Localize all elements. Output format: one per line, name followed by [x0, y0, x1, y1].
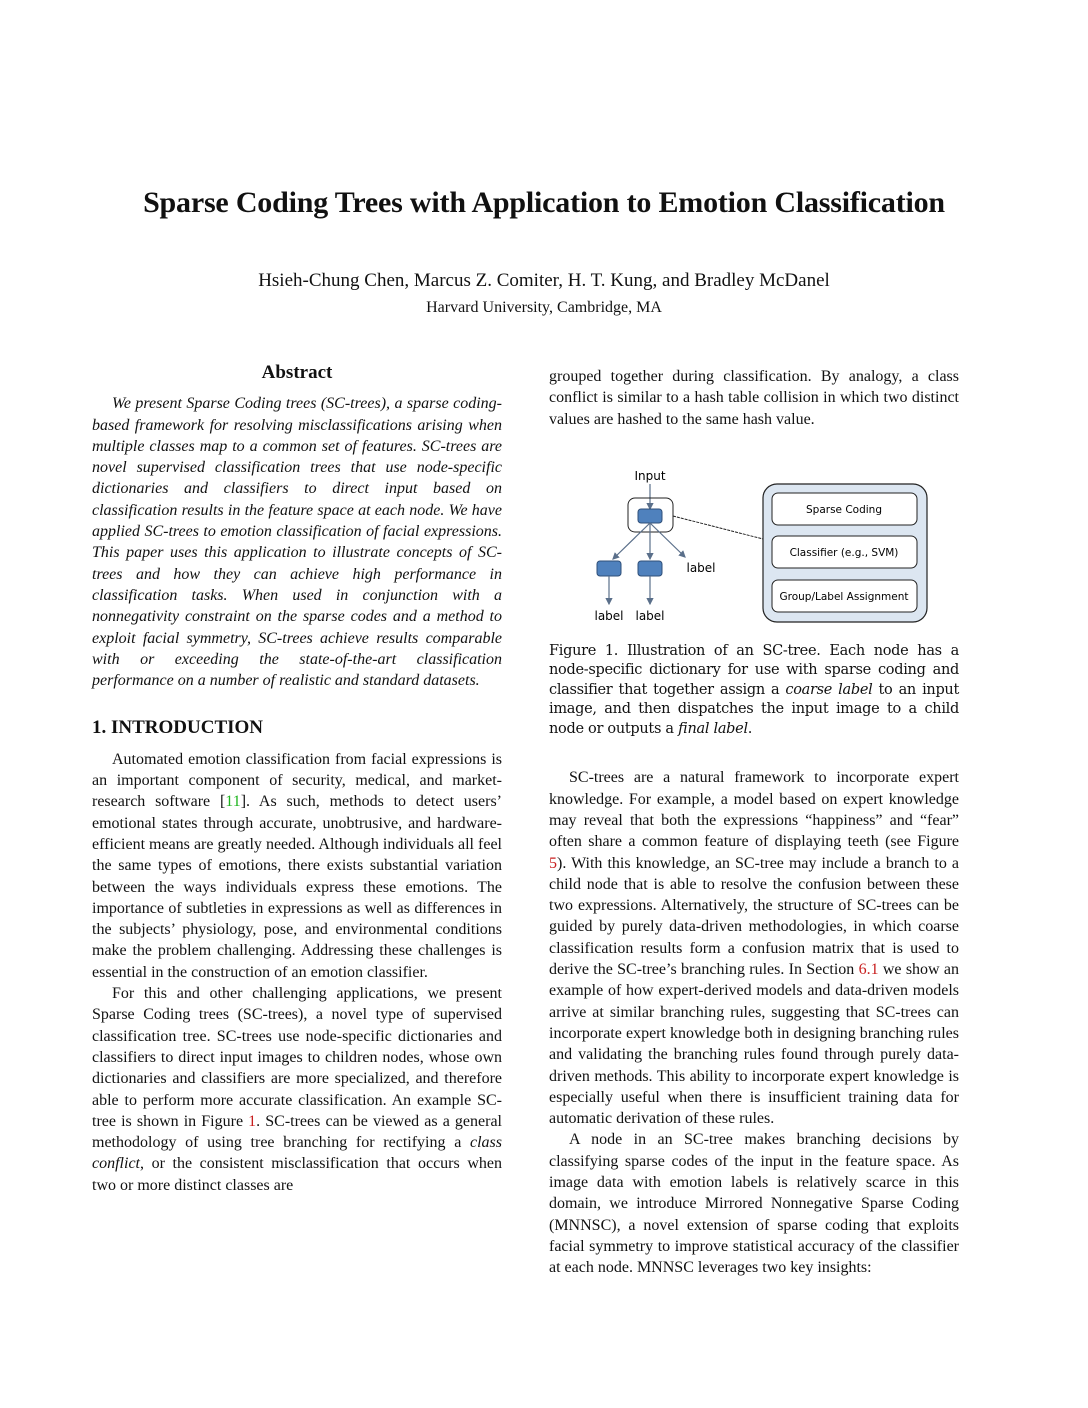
text: For this and other challenging applications, we present Sparse Coding trees (SC-trees), a novel type of supervised classification tree. SC-trees use node-specific dictionaries and classifiers to direct input images to children nodes, whose own dictionaries and classifiers are more specialized, and therefore able to perform more accurate classification. An example SC-tree is shown in Figure — [92, 985, 502, 1130]
sc-tree-diagram — [549, 456, 969, 626]
abstract-body: We present Sparse Coding trees (SC-trees), a sparse coding-based framework for resolving misclassifications arising when multiple classes map to a common set of features. SC-trees are novel supervised classification trees that use node-specific dictionaries and classifiers to direct input based on classification results in the feature space at each node. We have applied SC-trees to emotion classification of facial expressions. This paper uses this application to illustrate concepts of SC-trees and how they can achieve high performance in classification tasks. When used in conjunction with a nonnegativity constraint on the sparse codes and a method to exploit facial symmetry, SC-trees achieve results comparable with or exceeding the state-of-the-art classification performance on a number of realistic and standard datasets. — [92, 395, 502, 690]
text: SC-trees are a natural framework to incorporate expert knowledge. For example, a model based on expert knowledge may reveal that both the expressions “happiness” and “fear” often share a common feature of displaying teeth (see Figure — [549, 769, 959, 851]
intro-paragraph-4: A node in an SC-tree makes branching decisions by classifying sparse codes of the input in the feature space. As image data with emotion labels is relatively scarce in this domain, we introduce Mirrored Nonnegative Sparse Coding (MNNSC), a novel extension of sparse coding that exploits facial symmetry to improve statistical accuracy of the classifier at each node. MNNSC leverages two key insights: — [549, 1131, 959, 1277]
section-heading-introduction: 1. INTRODUCTION — [92, 717, 264, 739]
text: Figure 1. Illustration of an SC-tree. Each node has a node-specific dictionary for use with sparse coding and classifier that together assign a — [549, 642, 959, 698]
input-label: Input — [634, 468, 666, 483]
figure-1-caption — [549, 642, 959, 740]
text: , or the consistent misclassification that occurs when two or more distinct classes are — [92, 1155, 502, 1194]
intro-paragraph-2-continued: grouped together during classification. By analogy, a class conflict is similar to a hash table collision in which two distinct values are hashed to the same hash value. — [549, 368, 959, 428]
text: ]. As such, methods to detect users’ emotional states through accurate, unobtrusive, and hardware-efficient means are greatly needed. Although individuals all feel the same types of emotions, there exists substantial variation between the ways individuals express these emotions. The importance of subtleties in expressions as well as differences in the subjects’ physiology, pose, and environmental conditions make the problem challenging. Addressing these challenges is essential in the construction of an emotion classifier. — [92, 793, 503, 981]
section-reference-link[interactable]: 6.1 — [858, 961, 879, 979]
emphasis: final label — [678, 720, 748, 737]
text: ). With this knowledge, an SC-tree may include a branch to a child node that is able to resolve the confusion between these two expressions. Alternatively, the structure of SC-trees can be guided by purely data-driven methodologies, in which coarse classification results form a confusion matrix that is used to derive the SC-tree’s branching rules. In Section — [549, 854, 959, 979]
right-column — [549, 366, 959, 1279]
text: to an input image, and then dispatches the input image to a child node or outputs a — [549, 681, 959, 737]
text: . SC-trees can be viewed as a general methodology of using tree branching for rectifying a — [92, 1112, 502, 1152]
figure-reference-link[interactable]: 5 — [549, 854, 557, 872]
emphasis: coarse label — [785, 681, 873, 698]
text: we show an example of how expert-derived models and data-driven models arrive at similar branching rules, suggesting that SC-trees can incorporate expert knowledge both in designing branching rules and validating the branching rules found through purely data-driven methods. This ability to incorporate expert knowledge is especially useful when there is insufficient training data for automatic derivation of these rules. — [549, 961, 959, 1128]
left-column — [92, 362, 502, 1196]
component-sparse-coding: Sparse Coding — [805, 503, 883, 516]
intro-paragraph-2 — [92, 983, 502, 1196]
leaf-label: label — [635, 608, 665, 623]
leaf-label: label — [594, 608, 624, 623]
child-node-1 — [597, 561, 621, 576]
figure-1-diagram — [549, 456, 969, 626]
text: Automated emotion classification from facial expressions is an important component of security, medical, and market-research software [ — [92, 750, 502, 811]
component-group-label: Group/Label Assignment — [779, 590, 909, 603]
intro-paragraph-1 — [92, 749, 502, 983]
paper-affiliation: Harvard University, Cambridge, MA — [426, 299, 662, 316]
leaf-label: label — [686, 560, 716, 575]
intro-paragraph-3 — [549, 767, 959, 1129]
child-node-2 — [638, 561, 662, 576]
text: . — [747, 720, 753, 737]
paper-authors: Hsieh-Chung Chen, Marcus Z. Comiter, H. T. Kung, and Bradley McDanel — [258, 270, 830, 291]
root-node — [638, 509, 662, 523]
component-classifier: Classifier (e.g., SVM) — [789, 546, 899, 559]
emphasis: class conflict — [92, 1134, 502, 1173]
abstract-heading: Abstract — [261, 362, 333, 383]
citation-link[interactable]: 11 — [225, 793, 241, 811]
figure-reference-link[interactable]: 1 — [248, 1112, 257, 1130]
paper-title: Sparse Coding Trees with Application to Emotion Classification — [143, 186, 945, 219]
